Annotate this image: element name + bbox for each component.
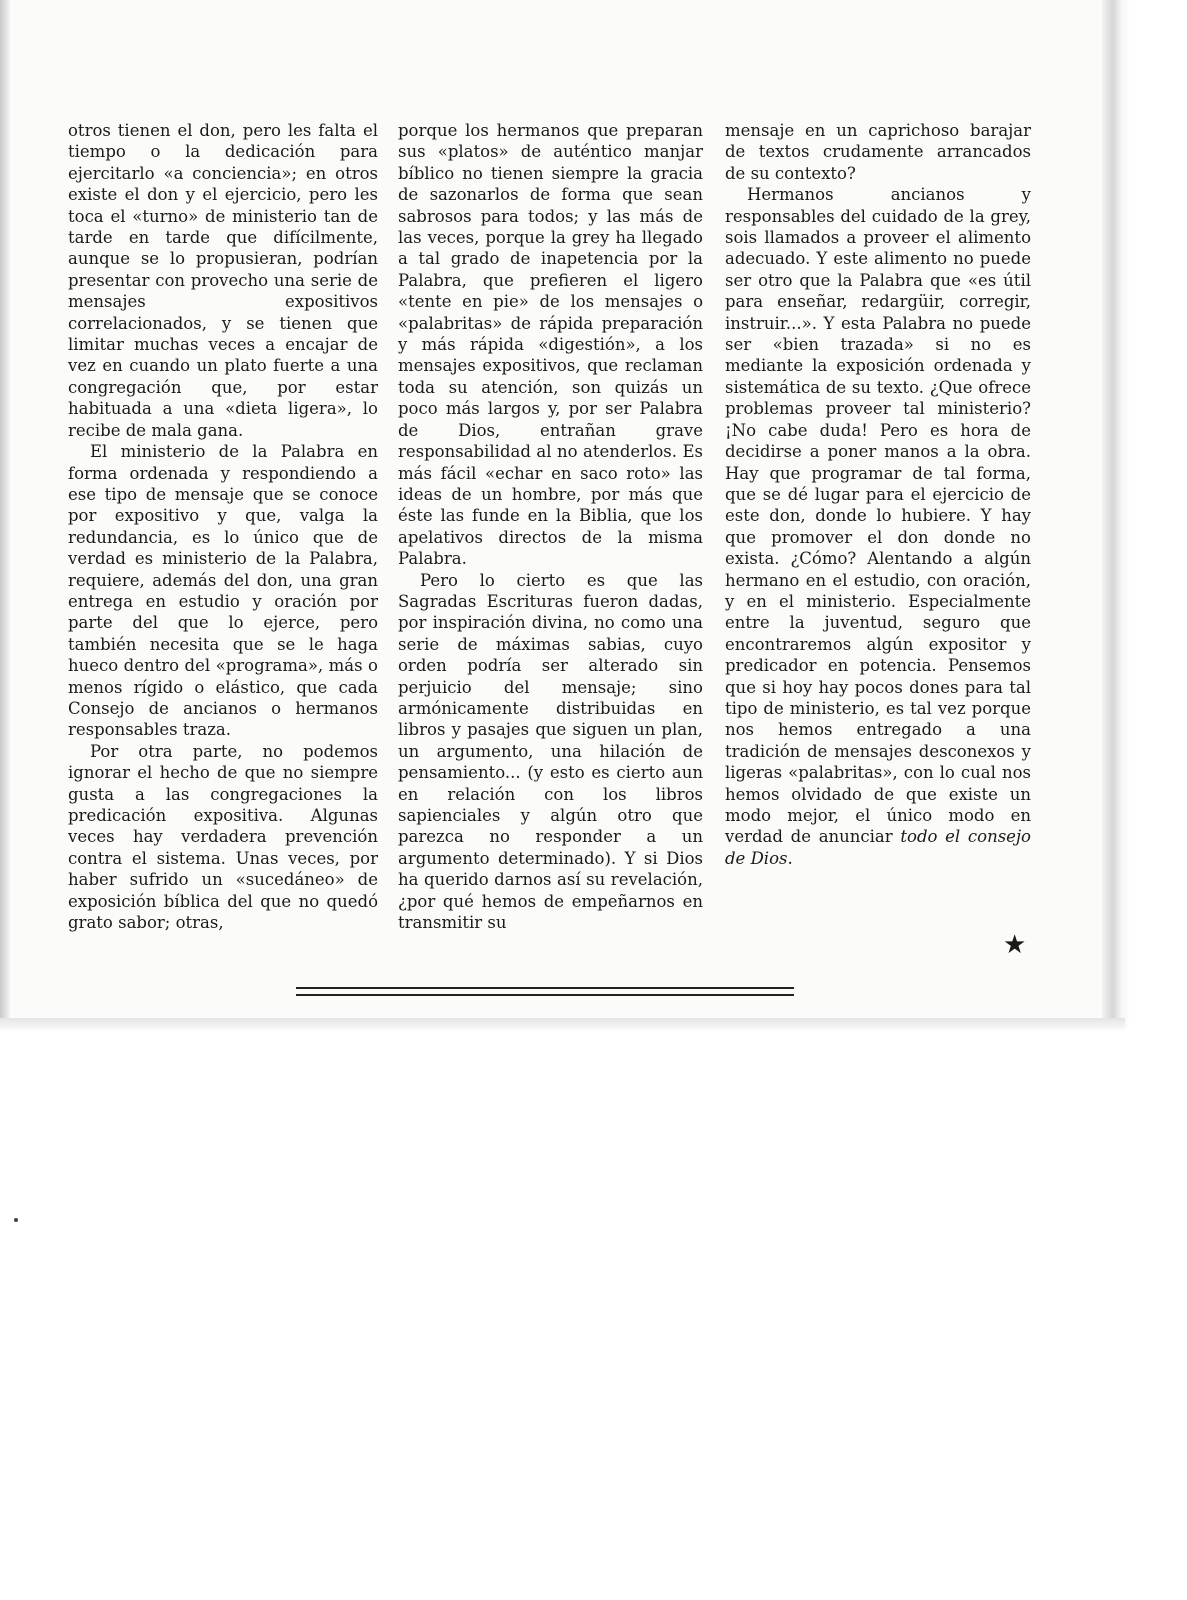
article-column-3	[725, 120, 1031, 869]
page-bottom-edge	[0, 1018, 1125, 1032]
article-column-1	[68, 120, 378, 933]
closing-paragraph	[725, 184, 1031, 869]
paragraph: porque los hermanos que preparan sus «platos» de auténtico manjar bíblico no tienen siempre la gracia de sazonarlos de forma que sean sabrosos para todos; y las más de las veces, porque la grey ha llegado a tal grado de inapetencia por la Palabra, que prefieren el ligero «tente en pie» de los mensajes o «palabritas» de rápida preparación y más rápida «digestión», a los mensajes expositivos, que reclaman toda su atención, son quizás un poco más largos y, por ser Palabra de Dios, entrañan grave responsabilidad al no atenderlos. Es más fácil «echar en saco roto» las ideas de un hombre, por más que éste las funde en la Biblia, que los apelativos directos de la misma Palabra.	[398, 121, 703, 569]
paragraph: El ministerio de la Palabra en forma ordenada y respondiendo a ese tipo de mensaje que se conoce por expositivo y que, valga la redundancia, es lo único que de verdad es ministerio de la Palabra, requiere, además del don, una gran entrega en estudio y oración por parte del que lo ejerce, pero también necesita que se le haga hueco dentro del «programa», más o menos rígido o elástico, que cada Consejo de ancianos o hermanos responsables traza.	[68, 442, 378, 740]
paragraph-text: Hermanos ancianos y responsables del cuidado de la grey, sois llamados a proveer el alimento adecuado. Y este alimento no puede ser otro que la Palabra que «es útil para enseñar, redargüir, corregir, instruir...». Y esta Palabra no puede ser «bien trazada» si no es mediante la exposición ordenada y sistemática de su texto. ¿Que ofrece problemas proveer tal ministerio? ¡No cabe duda! Pero es hora de decidirse a poner manos a la obra. Hay que programar de tal forma, que se dé lugar para el ejercicio de este don, donde lo hubiere. Y hay que promover el don donde no exista. ¿Cómo? Alentando a algún hermano en el estudio, con oración, y en el ministerio. Especialmente entre la juventud, seguro que encontraremos algún expositor y predicador en potencia. Pensemos que si hoy hay pocos dones para tal tipo de ministerio, es tal vez porque nos hemos entregado a una tradición de mensajes desconexos y ligeras «palabritas», con lo cual nos hemos olvidado de que existe un modo mejor, el único modo en verdad de anunciar	[725, 185, 1031, 847]
article-column-2	[398, 120, 703, 933]
paragraph: mensaje en un caprichoso barajar de textos crudamente arrancados de su contexto?	[725, 121, 1031, 183]
scan-speck	[14, 1218, 18, 1222]
end-of-article-star-icon: ★	[1003, 930, 1027, 960]
closing-period: .	[787, 848, 793, 868]
paragraph: otros tienen el don, pero les falta el tiempo o la dedicación para ejercitarlo «a conciencia»; en otros existe el don y el ejercicio, pero les toca el «turno» de ministerio tan de tarde en tarde que difícilmente, aunque se lo propusieran, podrían presentar con provecho una serie de mensajes expositivos correlacionados, y se tienen que limitar muchas veces a encajar de vez en cuando un plato fuerte a una congregación que, por estar habituada a una «dieta ligera», lo recibe de mala gana.	[68, 121, 378, 440]
closing-italic-phrase: todo el consejo de Dios	[725, 827, 1031, 868]
paragraph: Pero lo cierto es que las Sagradas Escrituras fueron dadas, por inspiración divina, no como una serie de máximas sabias, cuyo orden podría ser alterado sin perjuicio del mensaje; sino armónicamente distribuidas en libros y pasajes que siguen un plan, un argumento, una hilación de pensamiento... (y esto es cierto aun en relación con los libros sapienciales y algún otro que parezca no responder a un argumento determinado). Y si Dios ha querido darnos así su revelación, ¿por qué hemos de empeñarnos en transmitir su	[398, 570, 703, 933]
paragraph: Por otra parte, no podemos ignorar el hecho de que no siempre gusta a las congregaciones la predicación expositiva. Algunas veces hay verdadera prevención contra el sistema. Unas veces, por haber sufrido un «sucedáneo» de exposición bíblica del que no quedó grato sabor; otras,	[68, 741, 378, 933]
section-divider-rule	[296, 987, 794, 989]
page-left-edge	[0, 0, 10, 1028]
section-divider-rule	[296, 994, 794, 996]
page-fold-shadow	[1102, 0, 1130, 1028]
